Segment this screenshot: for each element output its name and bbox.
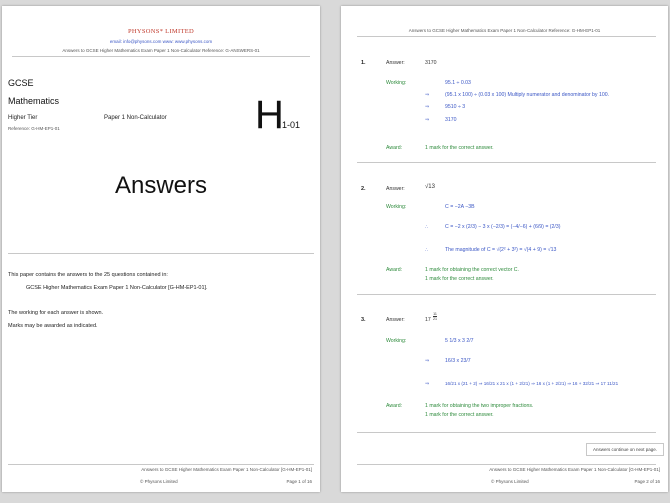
subject-gcse: GCSE [8, 78, 34, 88]
paper-code-number: 1-01 [282, 120, 301, 130]
question-2-award-label: Award: [386, 267, 403, 273]
footer-divider [357, 464, 656, 465]
header-divider [357, 36, 656, 37]
question-1-working-1: 95.1 ÷ 0.03 [445, 80, 471, 86]
tier-label: Higher Tier [8, 115, 38, 121]
intro-line-2: GCSE Higher Mathematics Exam Paper 1 Non-Calculator [G-HM-EP1-01]. [26, 285, 208, 291]
question-3-award-label: Award: [386, 403, 403, 409]
question-2-award-1: 1 mark for obtaining the correct vector C. [425, 267, 519, 273]
footer-page-number: Page 2 of 16 [634, 479, 660, 484]
answers-title: Answers [114, 172, 208, 199]
company-contact[interactable]: email: info@physons.com www: www.physons.com [109, 39, 213, 44]
footer-title: Answers to GCSE Higher Mathematics Exam Paper 1 Non-Calculator [G-HM-EP1-01] [141, 467, 312, 472]
company-name: PHYSONS* LIMITED [127, 28, 194, 35]
note-line-2: Marks may be awarded as indicated. [8, 323, 98, 329]
question-3-working-2: 16/3 x 23/7 [445, 358, 471, 364]
question-3-arrow-2: ⇒ [425, 381, 430, 387]
paper-label: Paper 1 Non-Calculator [104, 115, 167, 121]
question-1-arrow-1: ⇒ [425, 92, 430, 98]
question-1-working-label: Working: [386, 80, 407, 86]
page-gap [320, 0, 341, 503]
note-line-1: The working for each answer is shown. [8, 310, 104, 316]
header-reference: Answers to GCSE Higher Mathematics Exam Paper 1 Non-Calculator Reference: G-ANSWERS-01 [62, 48, 260, 53]
document-page-2 [341, 6, 668, 492]
question-1-answer-label: Answer: [386, 60, 405, 66]
footer-page-number: Page 1 of 16 [286, 479, 312, 484]
question-3-answer-label: Answer: [386, 317, 405, 323]
header-divider [12, 56, 310, 57]
question-3-arrow-1: ⇒ [425, 358, 430, 364]
question-3-answer-numerator: 11 [433, 312, 437, 316]
question-1-working-2: (95.1 x 100) ÷ (0.03 x 100) Multiply numerator and denominator by 100. [445, 92, 610, 98]
question-2-answer: √13 [425, 184, 435, 190]
header-reference: Answers to GCSE Higher Mathematics Exam Paper 1 Non-Calculator Reference: G-HM-EP1-01 [408, 28, 601, 33]
reference-label: Reference: G-HM-EP1-01 [8, 126, 60, 131]
question-2-working-1: C = −2A −3B [445, 204, 475, 210]
footer-copyright: © Physons Limited [140, 479, 178, 484]
question-2-divider [357, 294, 656, 295]
footer-divider [8, 464, 314, 465]
question-3-answer-whole: 17 [425, 317, 431, 323]
question-2-award-2: 1 mark for the correct answer. [425, 276, 494, 282]
footer-title: Answers to GCSE Higher Mathematics Exam Paper 1 Non-Calculator [G-HM-EP1-01] [489, 467, 660, 472]
intro-divider [8, 253, 314, 254]
question-2-working-label: Working: [386, 204, 407, 210]
question-1-working-4: 3170 [445, 117, 457, 123]
question-1-answer: 3170 [425, 60, 437, 66]
question-3-award-2: 1 mark for the correct answer. [425, 412, 494, 418]
question-1-award-label: Award: [386, 145, 403, 151]
question-2-therefore-2: ∴ [425, 247, 429, 253]
question-2-working-3: The magnitude of C = √(2² + 3²) = √(4 + 9) = √13 [445, 247, 557, 253]
question-1-arrow-2: ⇒ [425, 104, 430, 110]
question-3-working-3: 16/21 x (21 + 2) ⇒ 16/21 x 21 x (1 + 2/21) ⇒ 16 x (1 + 2/21) ⇒ 16 + 32/21 ⇒ 17 11/21 [445, 381, 619, 386]
question-1-number: 1. [361, 60, 366, 66]
question-1-working-3: 9510 ÷ 3 [445, 104, 466, 110]
question-3-answer-fraction [433, 312, 437, 321]
question-3-number: 3. [361, 317, 366, 323]
question-1-arrow-3: ⇒ [425, 117, 430, 123]
footer-copyright: © Physons Limited [491, 479, 529, 484]
document-page-1 [2, 6, 320, 492]
question-2-answer-label: Answer: [386, 186, 405, 192]
question-3-working-1: 5 1/3 x 3 2/7 [445, 338, 474, 344]
intro-line-1: This paper contains the answers to the 25 questions contained in: [8, 272, 168, 278]
question-3-award-1: 1 mark for obtaining the two improper fractions. [425, 403, 534, 409]
question-1-divider [357, 162, 656, 163]
subject-mathematics: Mathematics [8, 96, 60, 106]
next-page-notice: Answers continue on next page. [586, 443, 664, 456]
question-2-therefore-1: ∴ [425, 224, 429, 230]
question-3-divider [357, 432, 656, 433]
question-1-award-1: 1 mark for the correct answer. [425, 145, 494, 151]
paper-code-letter: H [255, 93, 284, 137]
question-3-working-label: Working: [386, 338, 407, 344]
question-2-working-2: C = −2 x (2/3) − 3 x (−2/3) = (−4/−6) + (6/9) = (2/3) [445, 224, 561, 230]
question-2-number: 2. [361, 186, 366, 192]
question-3-answer-denominator: 21 [433, 317, 437, 321]
